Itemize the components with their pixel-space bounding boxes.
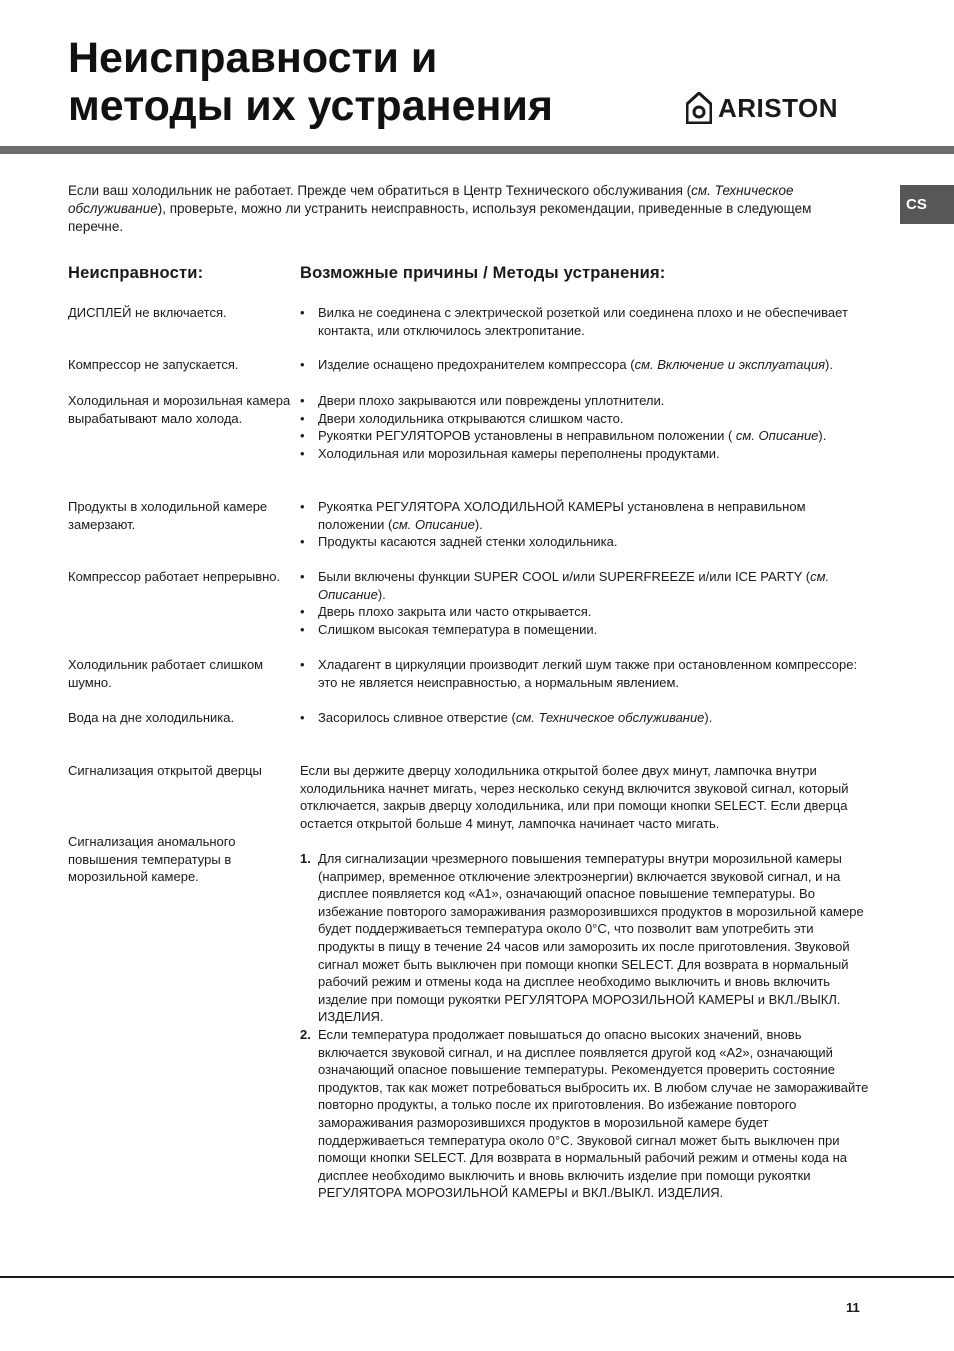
list-item: • Хладагент в циркуляции производит легкий шум также при остановленном компрессоре: это не является неисправностью, а нормальным явлением.	[300, 656, 870, 691]
remedy-door-alarm: Если вы держите дверцу холодильника открытой более двух минут, лампочка внутри холодильника начнет мигать, через несколько секунд включится звуковой сигнал, который отключается, закрыв дверцу холодильника, или при помощи кнопки SELECT. Если дверца остается открытой больше 4 минут, лампочка начинает часто мигать.	[300, 763, 849, 831]
list-item: • Были включены функции SUPER COOL и/или SUPERFREEZE и/или ICE PARTY (см. Описание).	[300, 568, 870, 603]
intro-text: Если ваш холодильник не работает. Прежде чем обратиться в Центр Технического обслуживания (	[68, 183, 692, 198]
list-item: • Двери плохо закрываются или повреждены уплотнители.	[300, 392, 870, 410]
page-number: 11	[846, 1300, 860, 1315]
list-item: • Двери холодильника открываются слишком часто.	[300, 410, 870, 428]
remedy-display-off	[300, 304, 870, 339]
list-item: • Дверь плохо закрыта или часто открывается.	[300, 603, 870, 621]
list-item: • Изделие оснащено предохранителем компрессора (см. Включение и эксплуатация).	[300, 356, 870, 374]
fault-noisy: Холодильник работает слишком шумно.	[68, 657, 264, 690]
brand-name: ARISTON	[718, 92, 839, 123]
intro-reference: см. Техническое обслуживание	[68, 183, 794, 216]
fault-water-bottom: Вода на дне холодильника.	[68, 710, 235, 725]
fault-display-off: ДИСПЛЕЙ не включается.	[68, 305, 227, 320]
fault-food-freezing: Продукты в холодильной камере замерзают.	[68, 499, 268, 532]
fault-compressor-continuous: Компрессор работает непрерывно.	[68, 569, 281, 584]
page-title	[68, 34, 553, 130]
remedy-food-freezing	[300, 498, 870, 551]
remedy-low-cooling	[300, 392, 870, 462]
list-item: • Рукоятки РЕГУЛЯТОРОВ установлены в неправильном положении ( см. Описание).	[300, 427, 870, 445]
list-item: 1. Для сигнализации чрезмерного повышения температуры внутри морозильной камеры (например, временное отключение электроэнергии) включается звуковой сигнал, и на дисплее появляется код «A1», означающий опасное повышение температуры. Во избежание повторого замораживания разморозившихся продуктов в морозильной камере будет поддерживаеться температура около 0°C, что позволит вам употребить эти продукты в пищу в течение 24 часов или заморозить их после приготовления. Звуковой сигнал может быть выключен при помощи кнопки SELECT. Для возврата в нормальный рабочий режим и отмены кода на дисплее необходимо выключить и вновь включить изделие при помощи рукоятки РЕГУЛЯТОРА МОРОЗИЛЬНОЙ КАМЕРЫ и ВКЛ./ВЫКЛ. ИЗДЕЛИЯ.	[300, 851, 864, 1025]
intro-paragraph	[68, 182, 868, 236]
list-item: • Засорилось сливное отверстие (см. Техническое обслуживание).	[300, 709, 870, 727]
header-divider	[0, 146, 954, 154]
list-item: 2. Если температура продолжает повышаться до опасно высоких значений, вновь включается звуковой сигнал, и на дисплее появляется другой код «A2», означающий означающий опасное повышение температуры. Рекомендуется проверить состояние продуктов, так как может потребоваться выбросить их. В любом случае не замораживайте повторно продукты, а только после их приготовления. Во избежание повторого замораживания разморозившихся продуктов в морозильной камере будет поддерживаеться температура около 0°C. Звуковой сигнал может быть выключен при помощи кнопки SELECT. Для возврата в нормальный рабочий режим и отмены кода на дисплее необходимо выключить и вновь включить изделие при помощи рукоятки РЕГУЛЯТОРА МОРОЗИЛЬНОЙ КАМЕРЫ и ВКЛ./ВЫКЛ. ИЗДЕЛИЯ.	[300, 1026, 869, 1201]
language-tab: CS	[900, 185, 954, 224]
remedy-compressor-not-starting	[300, 356, 870, 374]
list-item: • Продукты касаются задней стенки холодильника.	[300, 533, 870, 551]
house-logo-icon	[686, 92, 712, 124]
faults-column-header: Неисправности:	[68, 264, 204, 282]
title-line-2: методы их устранения	[68, 82, 553, 130]
remedy-compressor-continuous	[300, 568, 870, 638]
remedy-water-bottom	[300, 709, 870, 727]
remedy-temperature-alarm	[300, 850, 870, 1202]
footer-divider	[0, 1276, 954, 1278]
fault-temperature-alarm: Сигнализация аномального повышения температуры в морозильной камере.	[68, 834, 236, 885]
list-item: • Вилка не соединена с электрической розеткой или соединена плохо и не обеспечивает контакта, или отключилось электропитание.	[300, 304, 870, 339]
intro-text-end: ), проверьте, можно ли устранить неисправность, используя рекомендации, приведенные в следующем перечне.	[68, 201, 812, 234]
list-item: • Рукоятка РЕГУЛЯТОРА ХОЛОДИЛЬНОЙ КАМЕРЫ установлена в неправильном положении (см. Описание).	[300, 498, 870, 533]
list-item: • Холодильная или морозильная камеры переполнены продуктами.	[300, 445, 870, 463]
ariston-logo	[686, 92, 838, 124]
fault-door-alarm: Сигнализация открытой дверцы	[68, 763, 262, 778]
remedies-column-header: Возможные причины / Методы устранения:	[300, 264, 666, 282]
list-item: • Слишком высокая температура в помещении.	[300, 621, 870, 639]
remedy-noisy	[300, 656, 870, 691]
fault-compressor-not-starting: Компрессор не запускается.	[68, 357, 239, 372]
fault-low-cooling: Холодильная и морозильная камера вырабатывают мало холода.	[68, 393, 291, 426]
title-line-1: Неисправности и	[68, 34, 438, 82]
